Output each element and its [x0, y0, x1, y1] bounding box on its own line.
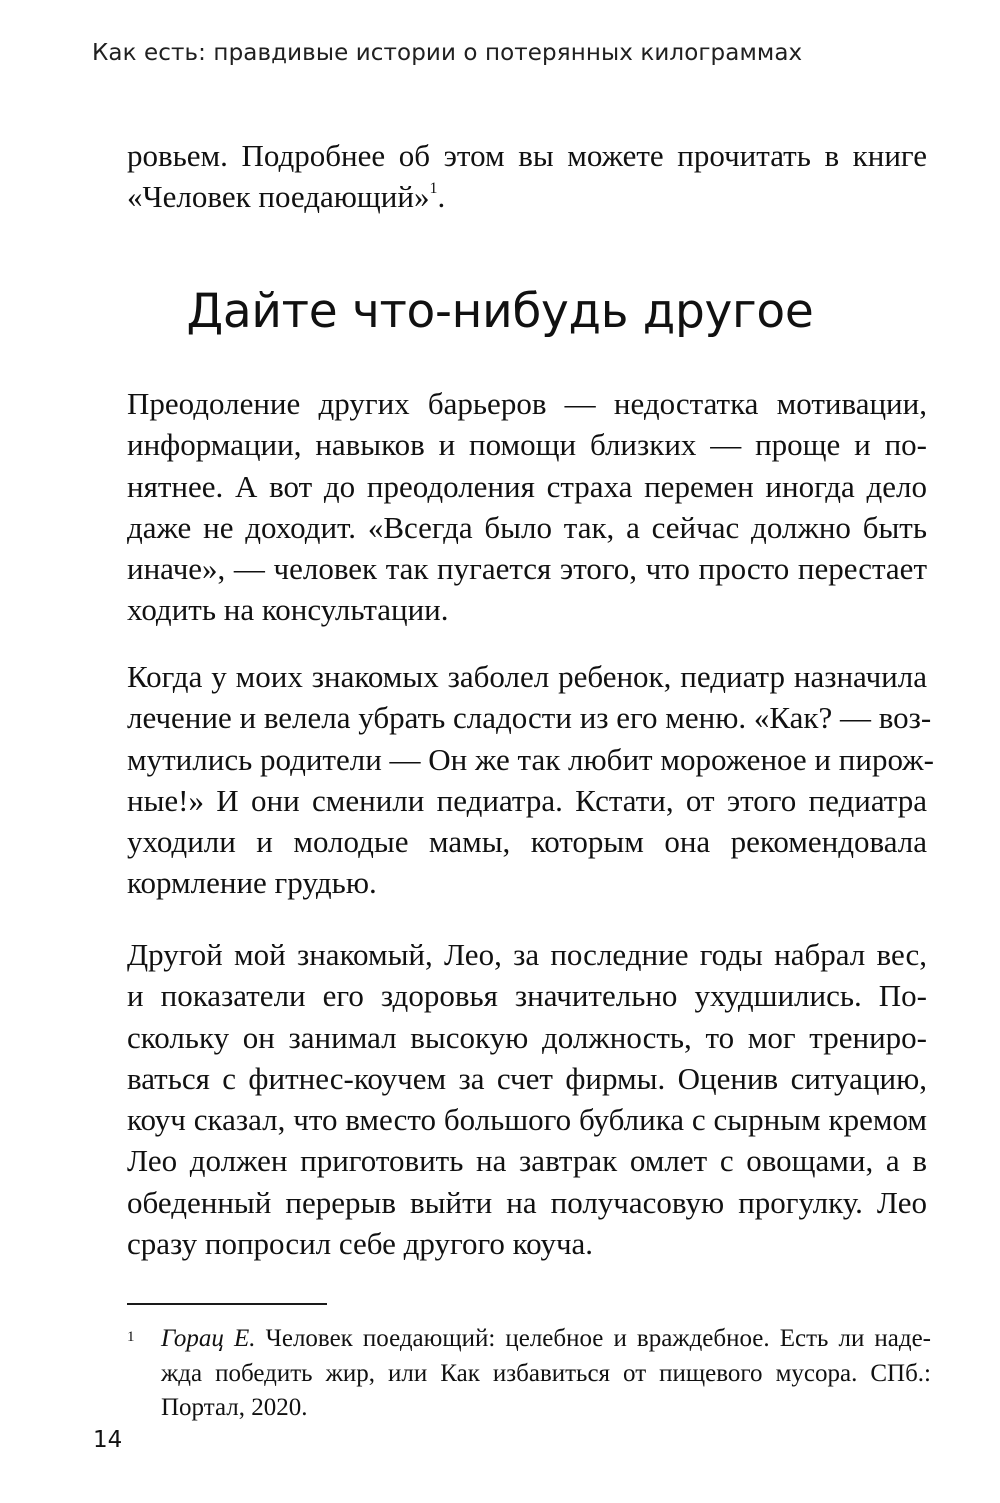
opening-text	[127, 135, 927, 218]
footnote-line-3: Портал, 2020.	[161, 1394, 308, 1421]
paragraph-line: мутились родители — Он же так любит мороженое и пирож-	[127, 741, 934, 777]
paragraph-line: Другой мой знакомый, Лео, за последние годы набрал вес,	[127, 937, 927, 972]
running-header: Как есть: правдивые истории о потерянных килограммах	[92, 40, 803, 66]
paragraph-line: ные!» И они сменили педиатра. Кстати, от этого педиатра	[127, 782, 927, 818]
footnote-reference: 1	[429, 180, 438, 198]
footnote-marker: 1	[127, 1329, 135, 1345]
footnote-line-1	[161, 1322, 931, 1357]
book-title: «Человек поедающий»	[127, 179, 430, 215]
paragraph-2	[127, 656, 934, 904]
paragraph-line: Когда у моих знакомых заболел ребенок, педиатр назначила	[127, 659, 927, 694]
opening-line-2	[127, 176, 927, 217]
paragraph-line: иначе», — человек так пугается этого, что просто перестает	[127, 551, 927, 587]
paragraph-line: ваться с фитнес-коучем за счет фирмы. Оценив ситуацию,	[127, 1060, 927, 1096]
paragraph-line: и показатели его здоровья значительно ухудшились. По-	[127, 978, 927, 1014]
footnote-author: Горац Е.	[161, 1325, 256, 1352]
paragraph-line: коуч сказал, что вместо большого бублика с сырным кремом	[127, 1102, 927, 1138]
footnote-divider	[127, 1303, 327, 1305]
footnote	[127, 1322, 931, 1426]
paragraph-line: нятнее. А вот до преодоления страха перемен иногда дело	[127, 468, 927, 504]
footnote-text	[161, 1322, 931, 1426]
paragraph-3	[127, 934, 927, 1264]
paragraph-line: лечение и велела убрать сладости из его меню. «Как? — воз-	[127, 700, 932, 736]
paragraph-line: уходили и молодые мамы, которым она рекомендовала	[127, 824, 927, 860]
opening-end-punct: .	[437, 179, 446, 215]
paragraph-line: информации, навыков и помощи близких — проще и по-	[127, 427, 927, 463]
footnote-line-2: жда победить жир, или Как избавиться от пищевого мусора. СПб.:	[161, 1359, 931, 1387]
paragraph-line: кормление грудью.	[127, 865, 377, 901]
paragraph-line: обеденный перерыв выйти на получасовую прогулку. Лео	[127, 1184, 927, 1220]
page-number: 14	[93, 1427, 123, 1453]
paragraph-line: сразу попросил себе другого коуча.	[127, 1226, 594, 1262]
section-heading: Дайте что-нибудь другое	[186, 284, 814, 339]
paragraph-line: Преодоление других барьеров — недостатка мотивации,	[127, 386, 927, 421]
paragraph-line: скольку он занимал высокую должность, то мог трениро-	[127, 1019, 927, 1055]
opening-line-1: ровьем. Подробнее об этом вы можете прочитать в книге	[127, 138, 927, 173]
footnote-line-1-rest: Человек поедающий: целебное и враждебное. Есть ли наде-	[265, 1325, 932, 1352]
paragraph-1	[127, 383, 927, 631]
paragraph-line: Лео должен приготовить на завтрак омлет с овощами, а в	[127, 1143, 927, 1179]
paragraph-line: ходить на консультации.	[127, 592, 449, 628]
paragraph-line: даже не доходит. «Всегда было так, а сейчас должно быть	[127, 509, 927, 545]
